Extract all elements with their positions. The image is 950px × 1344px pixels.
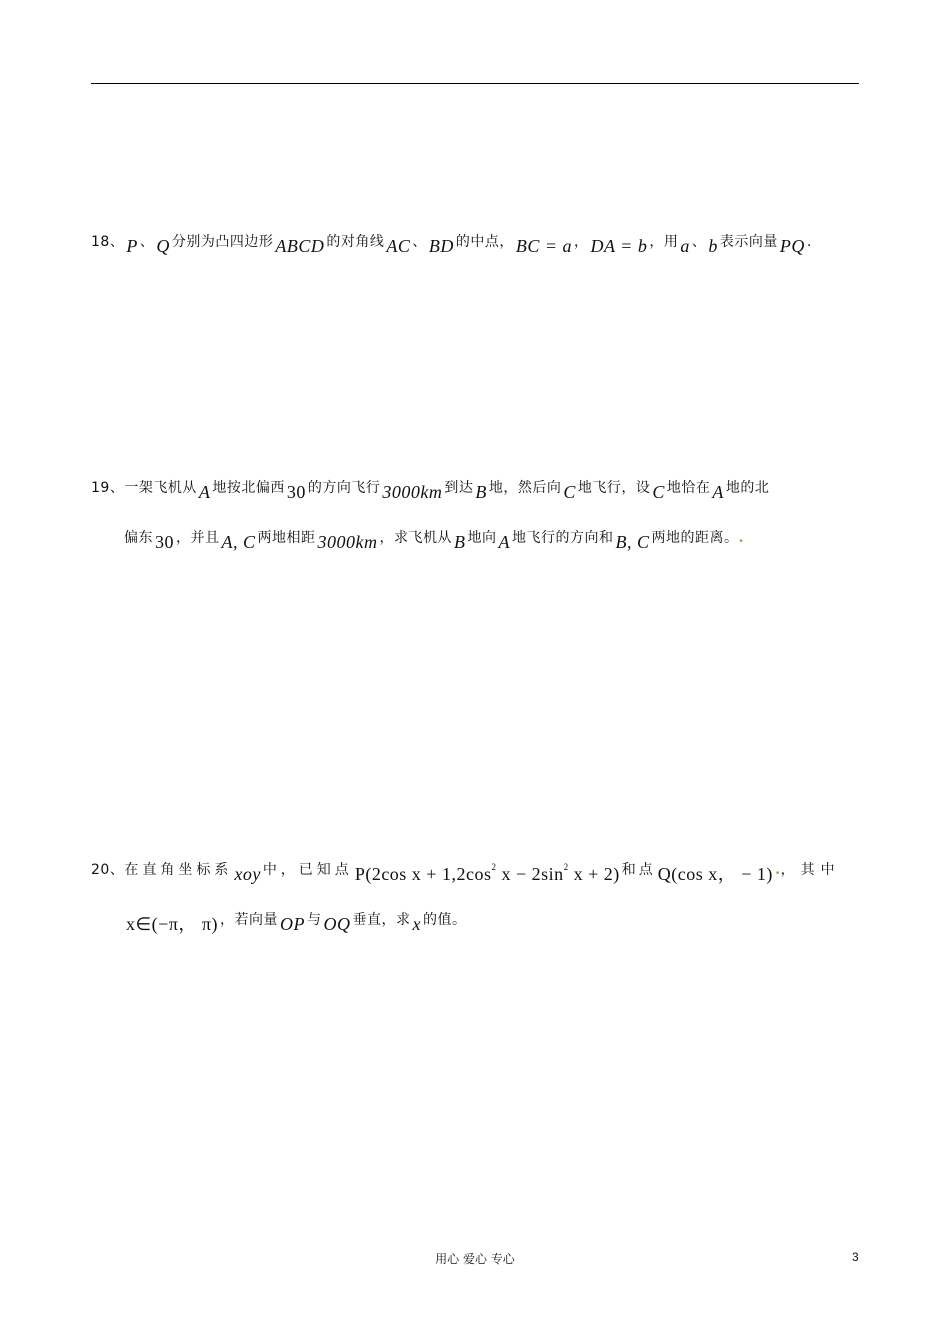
- math-ABCD: ABCD: [275, 236, 325, 256]
- text: ，若向量: [220, 912, 278, 928]
- math-x-range: x∈(−π， π): [126, 914, 218, 934]
- text: 两地相距: [257, 530, 316, 546]
- question-19-line-1: [91, 476, 770, 502]
- math-b: b: [708, 236, 718, 256]
- text: 偏东: [124, 530, 153, 546]
- math-B: B: [454, 532, 466, 552]
- math-30: 30: [155, 532, 174, 552]
- math-point-Q: Q(cos x， − 1): [657, 864, 773, 884]
- text: 一架飞机从: [124, 480, 197, 496]
- math-AC: AC: [386, 236, 411, 256]
- question-20-line-1: [91, 854, 841, 884]
- math-a: a: [680, 236, 690, 256]
- math-3000km: 3000km: [317, 532, 378, 552]
- math-P: P: [126, 236, 138, 256]
- text: 到达: [444, 480, 474, 496]
- math-B-C: B, C: [615, 532, 650, 552]
- text: 和点: [621, 862, 656, 878]
- text: 的方向飞行: [307, 480, 381, 496]
- superscript: 2: [563, 862, 569, 872]
- text: 地飞行，设: [577, 480, 651, 496]
- question-number: 19、: [91, 480, 125, 496]
- math-Q: Q: [156, 236, 170, 256]
- text: 分别为凸四边形: [171, 234, 274, 250]
- math-x: x: [412, 914, 421, 934]
- separator: 、: [691, 234, 707, 250]
- math-A: A: [498, 532, 511, 552]
- separator: ，: [574, 234, 589, 250]
- footer-text: 用心 爱心 专心: [435, 1252, 515, 1266]
- math-OQ: OQ: [323, 914, 351, 934]
- stray-mark: .: [738, 528, 745, 546]
- text: 与: [307, 912, 322, 928]
- text: 地按北偏西: [212, 480, 285, 496]
- text: 的值。: [423, 912, 467, 928]
- header-rule: [91, 83, 859, 84]
- page-number: 3: [852, 1250, 859, 1264]
- stray-mark: .: [774, 860, 781, 878]
- math-30: 30: [286, 482, 306, 502]
- text: 地飞行的方向和: [512, 530, 614, 546]
- math-C: C: [563, 482, 576, 502]
- separator: 、: [412, 234, 427, 250]
- text: ，用: [649, 234, 679, 250]
- text: 表示向量: [719, 234, 778, 250]
- math-P-part: x + 2): [568, 864, 620, 884]
- math-A-C: A, C: [221, 532, 256, 552]
- math-P-part: P(2cos x + 1,2cos: [354, 864, 492, 884]
- text: 两地的距离。: [651, 530, 739, 546]
- math-PQ: PQ: [779, 236, 805, 256]
- math-3000km: 3000km: [382, 482, 443, 502]
- question-19-line-2: [124, 526, 745, 552]
- text: 地恰在: [666, 480, 711, 496]
- question-18: [91, 230, 812, 256]
- question-number: 18、: [91, 234, 125, 250]
- math-C: C: [652, 482, 665, 502]
- period: .: [806, 234, 812, 250]
- math-A: A: [712, 482, 724, 502]
- text: ，其中: [780, 862, 841, 878]
- text: 的对角线: [326, 234, 385, 250]
- math-BC-eq-a: BC = a: [515, 236, 572, 256]
- math-A: A: [198, 482, 211, 502]
- text: 的中点，: [455, 234, 514, 250]
- question-number: 20、: [91, 862, 125, 878]
- superscript: 2: [491, 862, 497, 872]
- text: ，并且: [176, 530, 220, 546]
- text: 地的北: [725, 480, 770, 496]
- math-OP: OP: [280, 914, 305, 934]
- math-DA-eq-b: DA = b: [590, 236, 648, 256]
- question-20-line-2: [124, 904, 467, 934]
- text: 中，已知点: [262, 862, 353, 878]
- text: 地向: [467, 530, 497, 546]
- separator: 、: [139, 234, 155, 250]
- text: 在直角坐标系: [124, 862, 233, 878]
- math-B: B: [475, 482, 487, 502]
- text: ，求飞机从: [379, 530, 453, 546]
- math-point-P: [355, 864, 620, 884]
- text: 垂直，求: [352, 912, 411, 928]
- text: 地，然后向: [488, 480, 562, 496]
- math-xoy: xoy: [234, 864, 261, 884]
- math-P-part: x − 2sin: [496, 864, 564, 884]
- math-BD: BD: [428, 236, 454, 256]
